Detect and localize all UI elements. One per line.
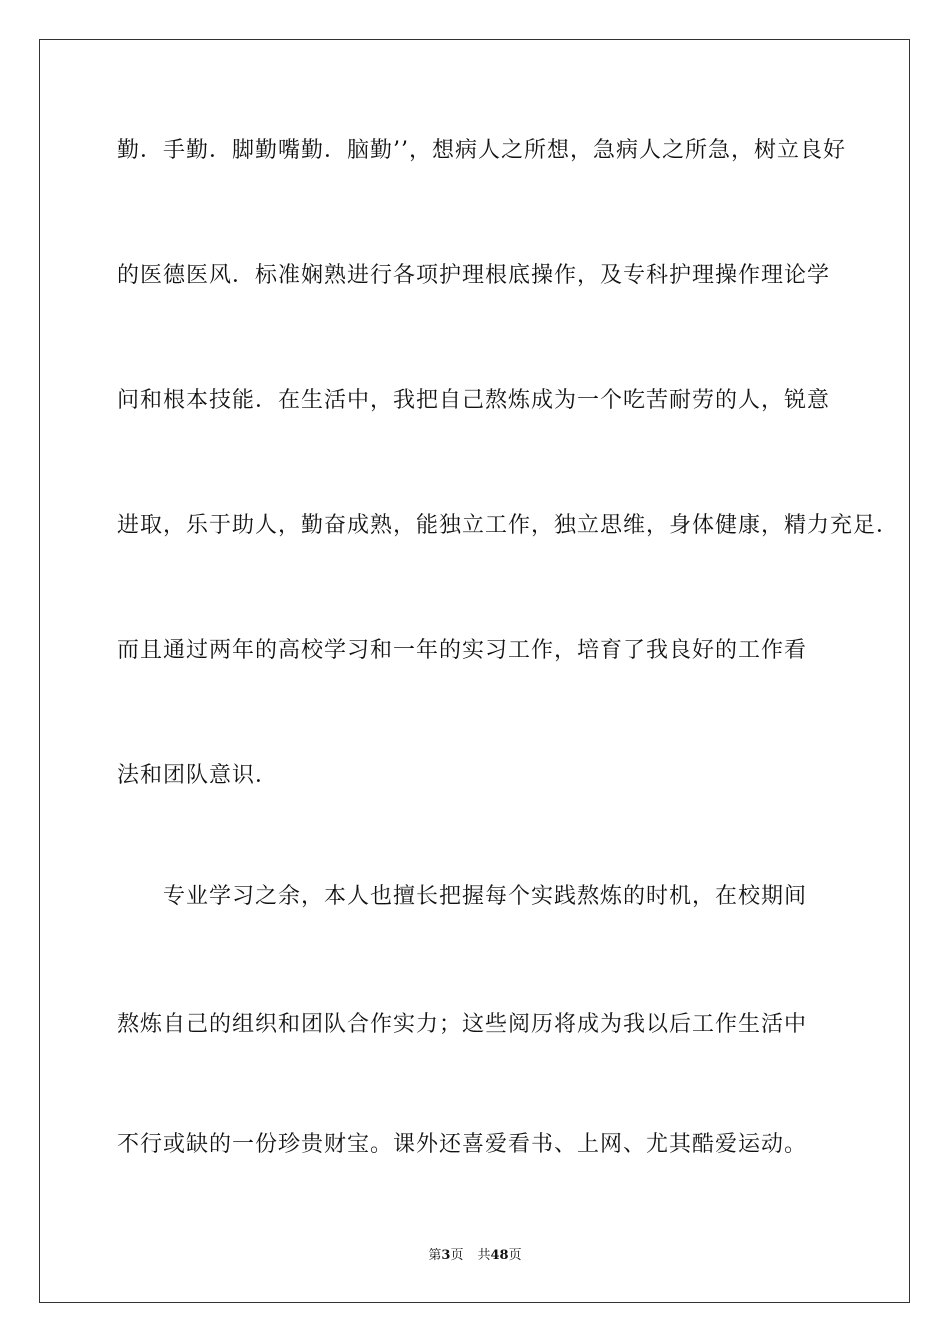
page-prefix: 第 <box>428 1248 442 1263</box>
text-line: 熬炼自己的组织和团队合作实力；这些阅历将成为我以后工作生活中 <box>117 1012 808 1037</box>
total-prefix: 共 <box>477 1248 491 1263</box>
text-line: 的医德医风．标准娴熟进行各项护理根底操作，及专科护理操作理论学 <box>117 263 831 288</box>
page-suffix: 页 <box>450 1248 464 1263</box>
current-page-number: 3 <box>441 1248 451 1263</box>
text-line: 不行或缺的一份珍贵财宝。课外还喜爱看书、上网、尤其酷爱运动。 <box>117 1132 808 1157</box>
page-border <box>39 39 910 1303</box>
page-footer <box>0 1247 950 1265</box>
text-line: 专业学习之余，本人也擅长把握每个实践熬炼的时机，在校期间 <box>163 884 808 909</box>
text-line: 进取，乐于助人，勤奋成熟，能独立工作，独立思维，身体健康，精力充足． <box>117 513 900 538</box>
text-line: 法和团队意识． <box>117 763 279 788</box>
text-line: 而且通过两年的高校学习和一年的实习工作，培育了我良好的工作看 <box>117 638 808 663</box>
total-suffix: 页 <box>508 1248 522 1263</box>
text-line: 问和根本技能．在生活中，我把自己熬炼成为一个吃苦耐劳的人，锐意 <box>117 388 831 413</box>
total-pages-number: 48 <box>490 1248 509 1263</box>
text-line: 勤．手勤．脚勤嘴勤．脑勤’’，想病人之所想，急病人之所急，树立良好 <box>117 138 846 163</box>
